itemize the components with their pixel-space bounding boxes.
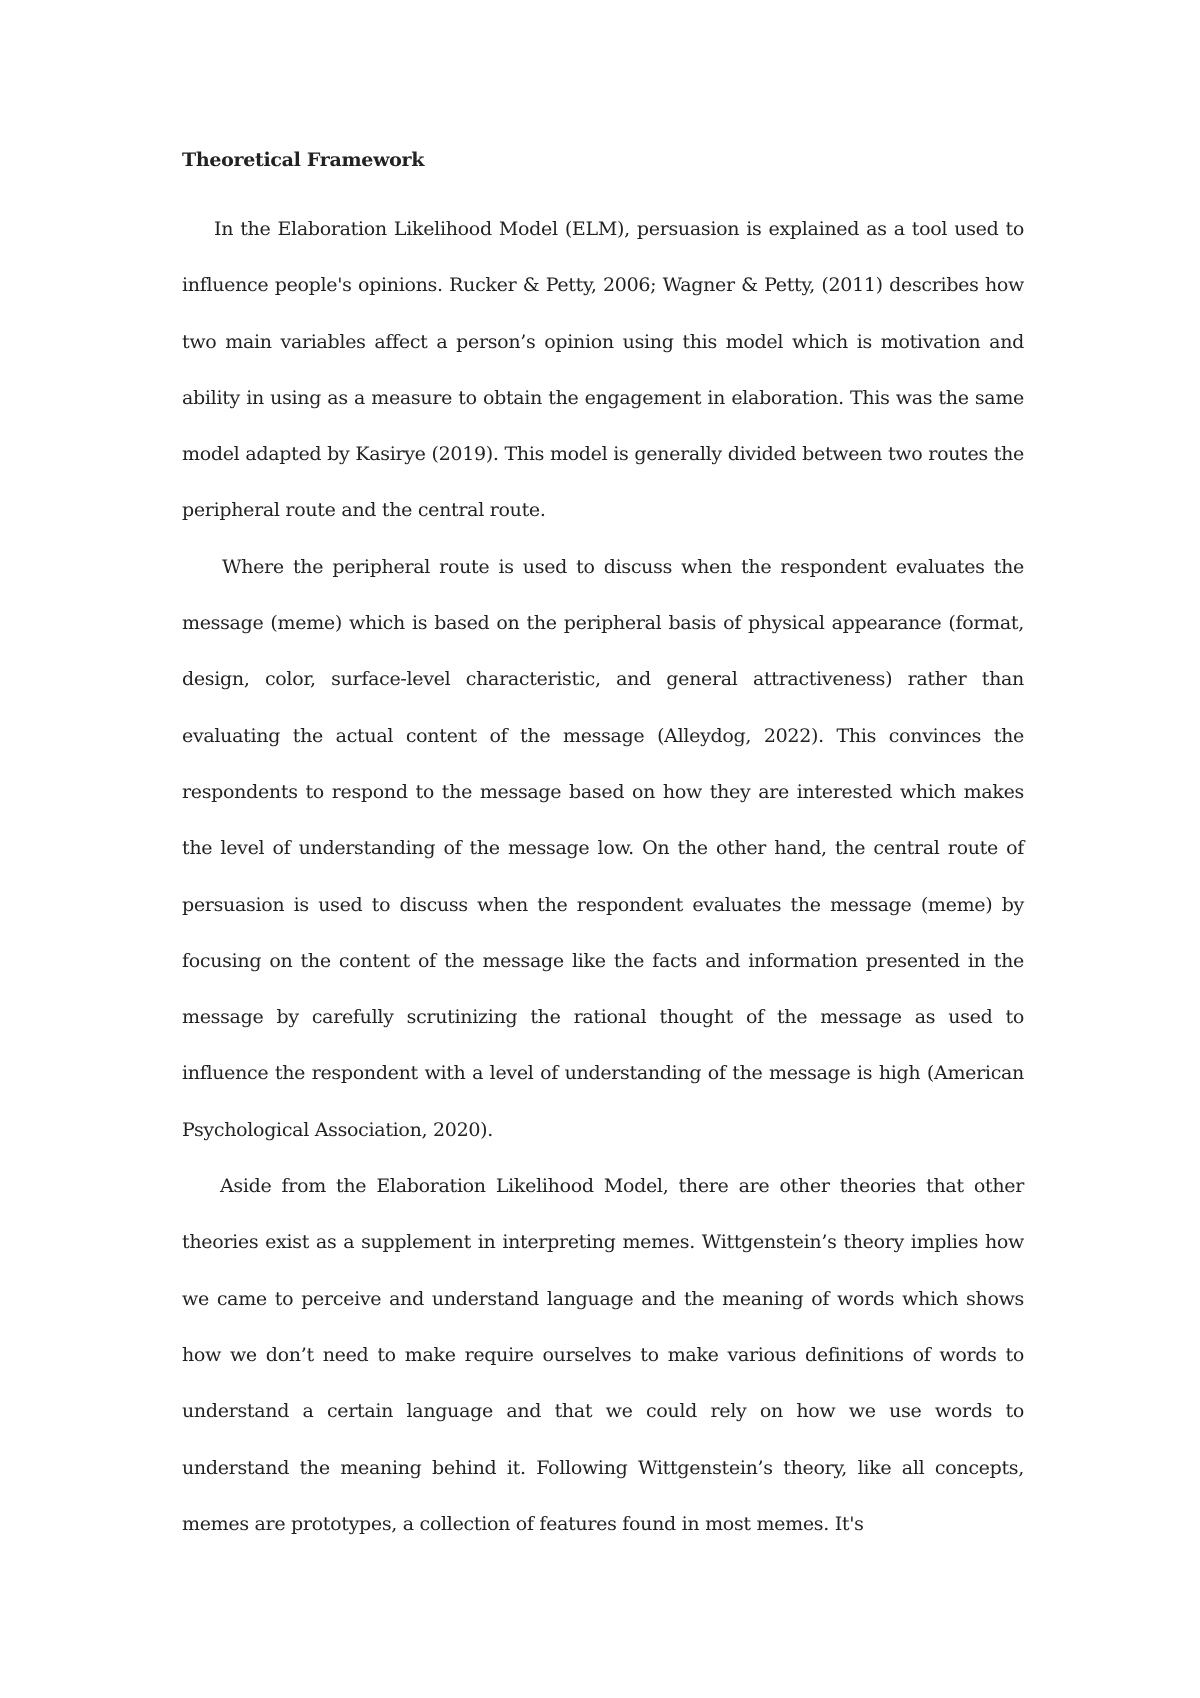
- section-heading: Theoretical Framework: [182, 149, 425, 171]
- paragraph: Where the peripheral route is used to discuss when the respondent evaluates the message (meme) which is based on the peripheral basis of physical appearance (format, design, color, surface-level characteristic, and general attractiveness) rather than evaluating the actual content of the message (Alleydog, 2022). This convinces the respondents to respond to the message based on how they are interested which makes the level of understanding of the message low. On the other hand, the central route of persuasion is used to discuss when the respondent evaluates the message (meme) by focusing on the content of the message like the facts and information presented in the message by carefully scrutinizing the rational thought of the message as used to influence the respondent with a level of understanding of the message is high (American Psychological Association, 2020).: [182, 555, 1024, 1141]
- document-body: [182, 145, 1024, 1552]
- paragraph: In the Elaboration Likelihood Model (ELM), persuasion is explained as a tool used to influence people's opinions. Rucker & Petty, 2006; Wagner & Petty, (2011) describes how two main variables affect a person’s opinion using this model which is motivation and ability in using as a measure to obtain the engagement in elaboration. This was the same model adapted by Kasirye (2019). This model is generally divided between two routes the peripheral route and the central route.: [182, 218, 1024, 522]
- paragraph: Aside from the Elaboration Likelihood Model, there are other theories that other theories exist as a supplement in interpreting memes. Wittgenstein’s theory implies how we came to perceive and understand language and the meaning of words which shows how we don’t need to make require ourselves to make various definitions of words to understand a certain language and that we could rely on how we use words to understand the meaning behind it. Following Wittgenstein’s theory, like all concepts, memes are prototypes, a collection of features found in most memes. It's: [182, 1175, 1024, 1535]
